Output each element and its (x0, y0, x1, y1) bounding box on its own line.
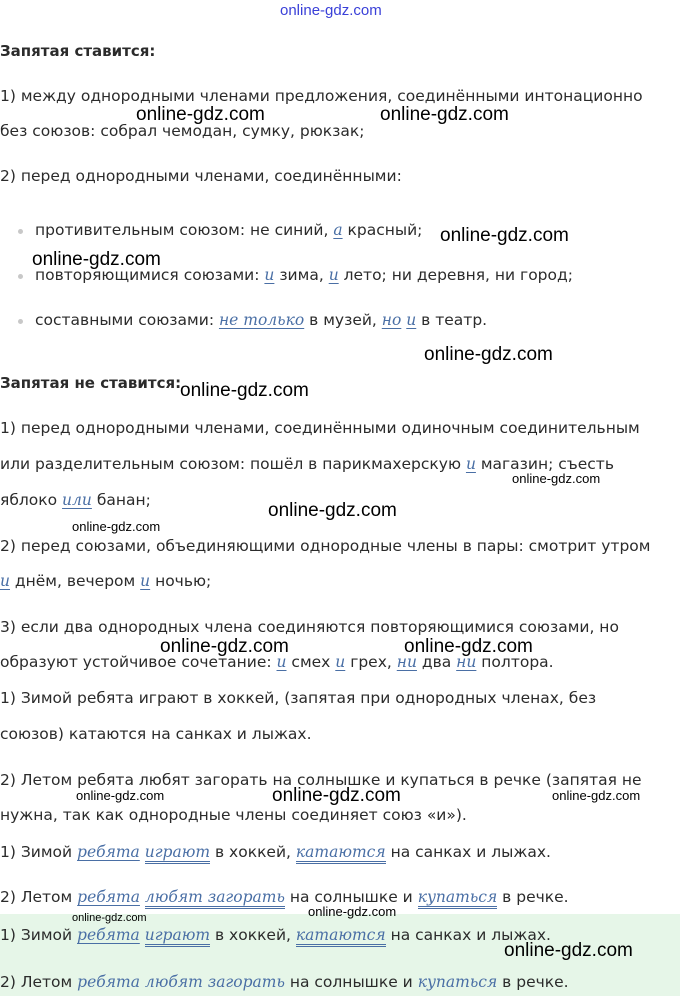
parsed-sentence-1-highlight: 1) Зимой ребята играют в хоккей, катаются на санках и лыжах. (0, 925, 551, 945)
watermark-top: online-gdz.com (280, 2, 382, 19)
watermark: online-gdz.com (308, 904, 397, 919)
bullet-repeating: повторяющимися союзами: и зима, и лето; ни деревня, ни город; (35, 266, 573, 284)
watermark: online-gdz.com (504, 940, 633, 961)
conjunction-a: а (333, 221, 343, 239)
watermark: online-gdz.com (552, 788, 641, 803)
subject: ребята (77, 843, 140, 861)
bullet-compound: составными союзами: не только в музей, но и в театр. (35, 311, 488, 329)
rule2-line: 2) перед однородными членами, соединёнными: (0, 167, 402, 185)
watermark: online-gdz.com (440, 225, 569, 246)
rule-no-comma-2a: 2) перед союзами, объединяющими однородные члены в пары: смотрит утром (0, 537, 651, 555)
predicate: играют (145, 843, 210, 864)
watermark: online-gdz.com (32, 249, 161, 270)
predicate: катаются (296, 843, 386, 864)
bullet-adversative: противительным союзом: не синий, а красный; (35, 221, 423, 239)
watermark: online-gdz.com (136, 104, 265, 125)
answer2-line-b: нужна, так как однородные члены соединяет союз «и»). (0, 806, 467, 824)
rule-no-comma-2b: и днём, вечером и ночью; (0, 572, 212, 590)
watermark: online-gdz.com (380, 104, 509, 125)
section1-title: Запятая ставится: (0, 42, 156, 60)
parsed-sentence-2-highlight: 2) Летом ребята любят загорать на солнышке и купаться в речке. (0, 973, 569, 991)
answer1-line-b: союзов) катаются на санках и лыжах. (0, 725, 312, 743)
rule-no-comma-1c: яблоко или банан; (0, 491, 151, 509)
watermark: online-gdz.com (404, 636, 533, 657)
watermark: online-gdz.com (72, 519, 161, 534)
watermark: online-gdz.com (72, 912, 147, 924)
parsed-sentence-1: 1) Зимой ребята играют в хоккей, катаются на санках и лыжах. (0, 842, 551, 862)
rule-no-comma-3a: 3) если два однородных члена соединяются повторяющимися союзами, но (0, 618, 619, 636)
watermark: online-gdz.com (76, 788, 165, 803)
watermark: online-gdz.com (160, 636, 289, 657)
watermark: online-gdz.com (512, 471, 601, 486)
section2-title: Запятая не ставится: (0, 374, 182, 392)
rule1-line-b: без союзов: собрал чемодан, сумку, рюкзак; (0, 122, 365, 140)
rule-no-comma-1a: 1) перед однородными членами, соединёнными одиночным соединительным (0, 419, 640, 437)
watermark: online-gdz.com (180, 380, 309, 401)
answer2-line-a: 2) Летом ребята любят загорать на солнышке и купаться в речке (запятая не (0, 771, 642, 789)
subject: ребята (77, 888, 140, 906)
watermark: online-gdz.com (272, 785, 401, 806)
bullet-dot (18, 229, 23, 234)
parsed-sentence-2: 2) Летом ребята любят загорать на солнышке и купаться в речке. (0, 887, 569, 907)
predicate: купаться (418, 888, 498, 909)
answer1-line-a: 1) Зимой ребята играют в хоккей, (запятая при однородных членах, без (0, 689, 597, 707)
watermark: online-gdz.com (424, 344, 553, 365)
predicate: любят загорать (145, 888, 285, 909)
rule1-line-a: 1) между однородными членами предложения, соединёнными интонационно (0, 87, 643, 105)
rule-no-comma-3b: образуют устойчивое сочетание: и смех и грех, ни два ни полтора. (0, 653, 554, 671)
bullet-dot (18, 319, 23, 324)
bullet-dot (18, 274, 23, 279)
watermark: online-gdz.com (268, 500, 397, 521)
rule-no-comma-1b: или разделительным союзом: пошёл в парикмахерскую и магазин; съесть (0, 455, 614, 473)
